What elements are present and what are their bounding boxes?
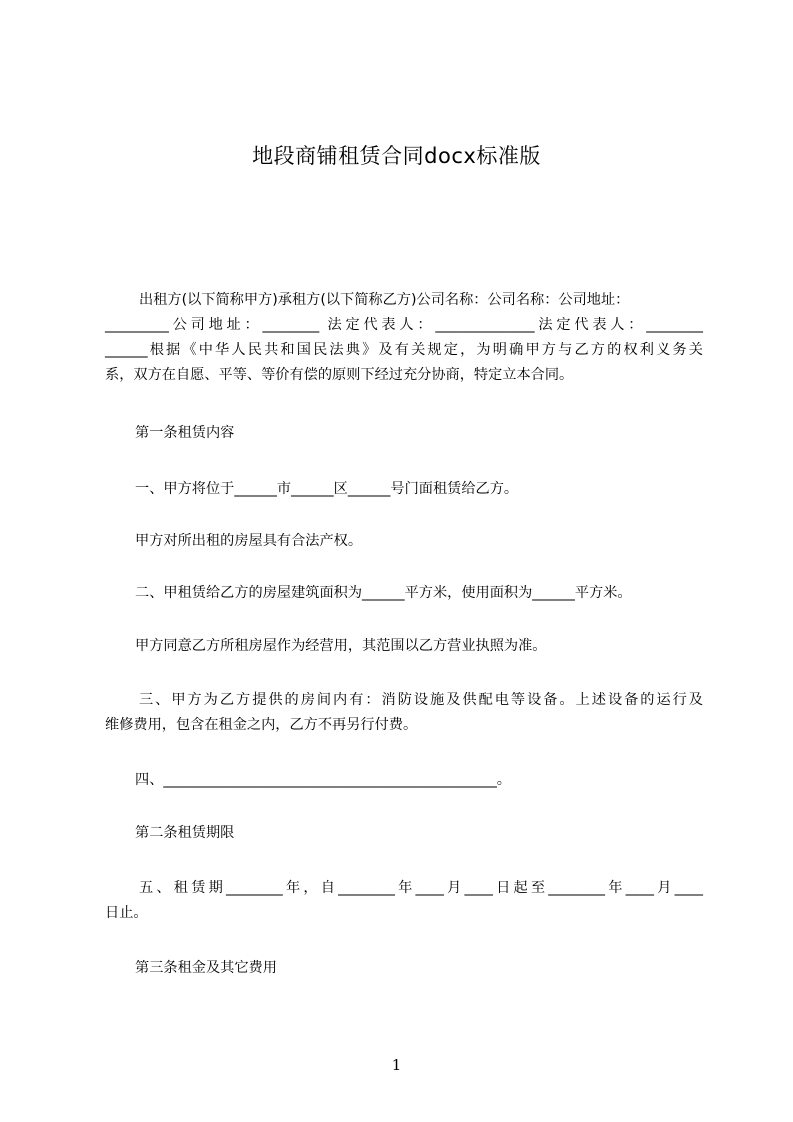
clause-1-note: 甲方对所出租的房屋具有合法产权。	[135, 533, 363, 549]
document-title: 地段商铺租赁合同docx标准版	[252, 144, 541, 168]
intro-line-1: 出租方(以下简称甲方)承租方(以下简称乙方)公司名称：公司名称：公司地址：	[139, 292, 630, 308]
intro-line-3: ______根据《中华人民共和国民法典》及有关规定，为明确甲方与乙方的权利义务关	[105, 342, 703, 358]
clause-5-line-1: 五、租赁期________年，自________年____月____日起至________年____月____	[139, 880, 703, 896]
clause-3-line-1: 三、甲方为乙方提供的房间内有：消防设施及供配电等设备。上述设备的运行及	[139, 692, 703, 708]
intro-line-2: _________公司地址：________ 法定代表人：______________法定代表人：________	[105, 317, 703, 333]
clause-2-note: 甲方同意乙方所租房屋作为经营用，其范围以乙方营业执照为准。	[135, 638, 547, 654]
clause-3	[105, 688, 703, 738]
intro-line-4: 系，双方在自愿、平等、等价有偿的原则下经过充分协商，特定立本合同。	[105, 367, 574, 383]
article-1-heading: 第一条租赁内容	[135, 425, 235, 441]
clause-2: 二、甲租赁给乙方的房屋建筑面积为______平方米，使用面积为______平方米。	[135, 585, 632, 601]
article-2-heading: 第二条租赁期限	[135, 825, 235, 841]
clause-4: 四、_______________________________________________。	[135, 772, 511, 788]
article-3-heading: 第三条租金及其它费用	[135, 960, 277, 976]
clause-5-line-2: 日止。	[105, 905, 148, 921]
page-number: 1	[391, 1056, 402, 1074]
intro-paragraph	[105, 288, 703, 388]
clause-5	[105, 876, 703, 926]
clause-1: 一、甲方将位于______市______区______号门面租赁给乙方。	[135, 481, 519, 497]
clause-3-line-2: 维修费用，包含在租金之内，乙方不再另行付费。	[105, 717, 418, 733]
